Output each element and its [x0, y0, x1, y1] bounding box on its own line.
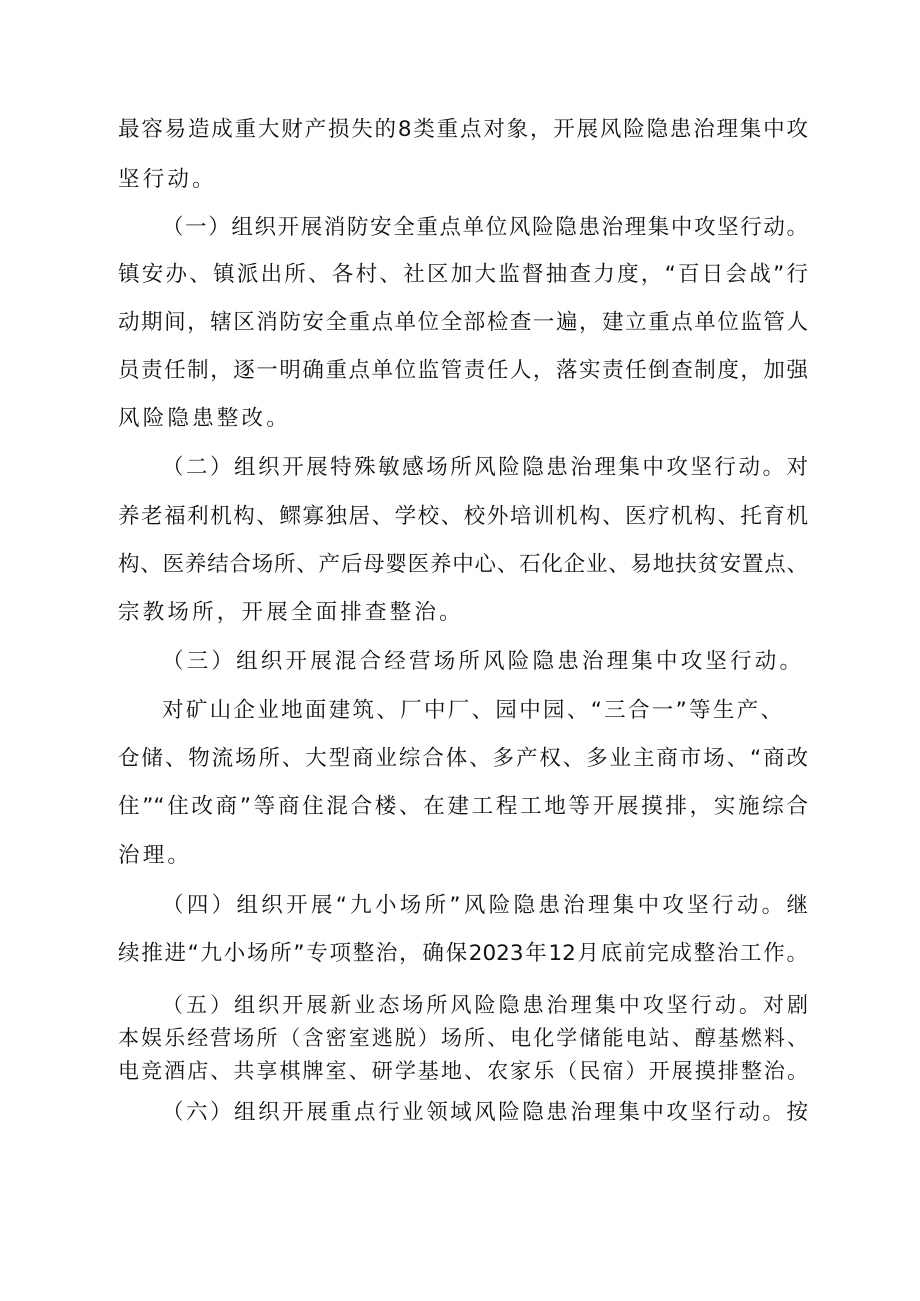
text-line: 住”“住改商”等商住混合楼、在建工程工地等开展摸排，实施综合	[118, 794, 808, 819]
text-line: 镇安办、镇派出所、各村、社区加大监督抽查力度，“百日会战”行	[118, 262, 808, 287]
text-line: 风险隐患整改。	[118, 406, 291, 431]
text-line: 电竞酒店、共享棋牌室、研学基地、农家乐（民宿）开展摸排整治。	[118, 1059, 808, 1083]
section-heading-2: （二）组织开展特殊敏感场所风险隐患治理集中攻坚行动。对	[162, 455, 808, 480]
text-line: 仓储、物流场所、大型商业综合体、多产权、多业主商市场、“商改	[118, 746, 808, 771]
section-heading-3: （三）组织开展混合经营场所风险隐患治理集中攻坚行动。	[162, 649, 805, 674]
section-heading-1: （一）组织开展消防安全重点单位风险隐患治理集中攻坚行动。	[162, 215, 808, 240]
text-line: 宗教场所，开展全面排查整治。	[118, 600, 464, 625]
text-line: 构、医养结合场所、产后母婴医养中心、石化企业、易地扶贫安置点、	[118, 552, 808, 577]
text-line: 坚行动。	[118, 167, 217, 192]
text-line: 本娱乐经营场所（含密室逃脱）场所、电化学储能电站、醇基燃料、	[118, 1026, 808, 1050]
section-heading-4: （四）组织开展“九小场所”风险隐患治理集中攻坚行动。继	[162, 893, 808, 918]
text-line: 动期间，辖区消防安全重点单位全部检查一遍，建立重点单位监管人	[118, 310, 808, 335]
text-line: 对矿山企业地面建筑、厂中厂、园中园、“三合一”等生产、	[162, 698, 782, 723]
text-line: 最容易造成重大财产损失的8类重点对象，开展风险隐患治理集中攻	[118, 117, 808, 142]
section-heading-6: （六）组织开展重点行业领域风险隐患治理集中攻坚行动。按	[162, 1100, 808, 1125]
text-line: 治理。	[118, 843, 193, 868]
text-line: 员责任制，逐一明确重点单位监管责任人，落实责任倒查制度，加强	[118, 358, 808, 383]
text-line: 续推进“九小场所”专项整治，确保2023年12月底前完成整治工作。	[118, 941, 808, 966]
section-heading-5: （五）组织开展新业态场所风险隐患治理集中攻坚行动。对剧	[162, 993, 808, 1017]
text-line: 养老福利机构、鳏寡独居、学校、校外培训机构、医疗机构、托育机	[118, 504, 808, 529]
